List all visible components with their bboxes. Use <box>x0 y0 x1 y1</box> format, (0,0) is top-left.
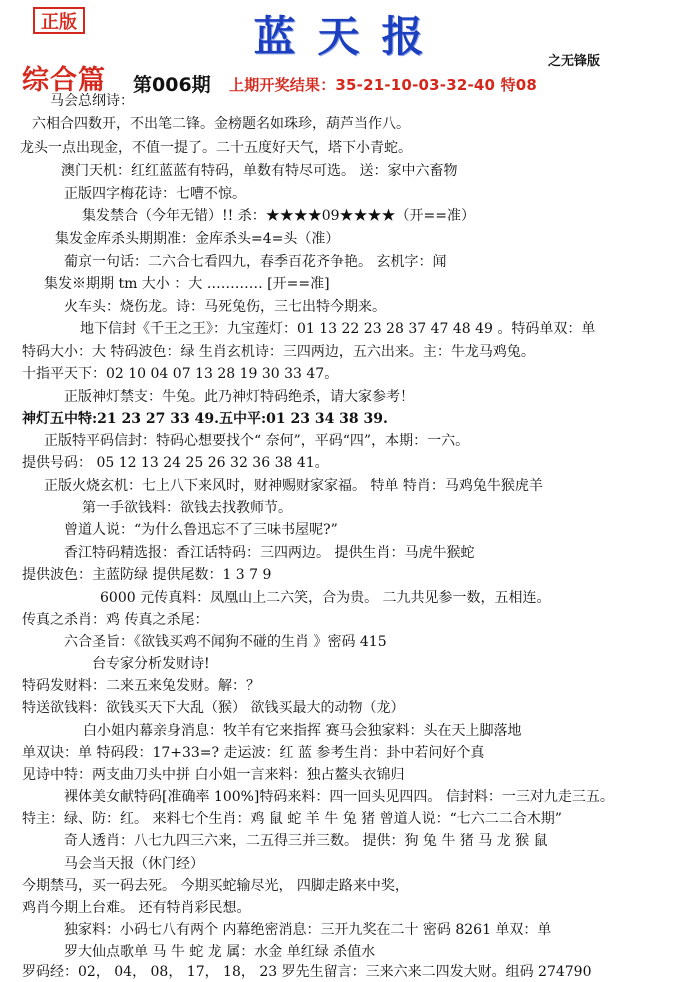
article-line: 曾道人说：“为什么鲁迅忘不了三味书屋呢?” <box>64 522 338 538</box>
article-line: 地下信封《千王之王》：九宝莲灯：01 13 22 23 28 37 47 48 49 。特码单双：单 <box>80 321 596 337</box>
edition-subtitle: 之无锋版 <box>548 54 601 69</box>
article-line: 香江特码精选报：香江话特码：三四两边。 提供生肖：马虎牛猴蛇 <box>64 545 475 561</box>
article-line: 罗大仙点歌单 马 牛 蛇 龙 属：水金 单红绿 杀值水 <box>64 944 376 960</box>
article-line: 集发禁合（今年无错）!! 杀：★★★★09★★★★（开==准） <box>82 208 475 224</box>
article-line: 马会当天报（休门经） <box>64 856 204 872</box>
article-line: 六合圣旨：《欲钱买鸡不闻狗不碰的生肖 》密码 415 <box>64 634 387 650</box>
newspaper-title: 蓝天报 <box>253 12 446 61</box>
article-line: 集发金库杀头期期准：金库杀头=4=头（准） <box>55 231 340 247</box>
article-line: 独家料：小码七八有两个 内幕绝密消息：三开九奖在二十 密码 8261 单双：单 <box>64 922 552 938</box>
article-line: 澳门天机：红红蓝蓝有特码，单数有特尽可选。 送：家中六畜物 <box>61 163 458 179</box>
article-line: 六相合四数开，不出笔二锋。金榜题名如珠珍，葫芦当作八。 <box>32 116 410 132</box>
article-line: 今期禁马，买一码去死。 今期买蛇输尽光， 四脚走路来中奖， <box>22 878 409 894</box>
article-line: 葡京一句话：二六合七看四九，春季百花齐争艳。 玄机字：闻 <box>64 254 447 270</box>
article-line: 传真之杀肖：鸡 传真之杀尾： <box>22 612 209 628</box>
issue-number: 第006期 <box>133 74 211 96</box>
article-line: 提供波色：主蓝防绿 提供尾数：1 3 7 9 <box>22 567 272 583</box>
article-line: 特码大小：大 特码波色：绿 生肖玄机诗：三四两边，五六出来。主：牛龙马鸡兔。 <box>22 344 535 360</box>
article-line: 白小姐内幕亲身消息：牧羊有它来指挥 赛马会独家料：头在天上脚落地 <box>83 723 522 739</box>
article-line: 正版神灯禁支：牛兔。此乃神灯特码绝杀，请大家参考！ <box>64 389 414 405</box>
article-line: 正版四字梅花诗：七嘈不惊。 <box>64 186 246 202</box>
article-line: 特码发财料：二来五来兔发财。解：？ <box>22 678 260 694</box>
article-line: 提供号码： 05 12 13 24 25 26 32 36 38 41。 <box>22 455 329 471</box>
previous-draw-result: 上期开奖结果：35-21-10-03-32-40 特08 <box>229 76 538 94</box>
article-line: 集发※期期 tm 大小 ：大 ………… [开==准] <box>44 276 330 292</box>
article-line: 单双诀：单 特码段：17+33=? 走运波：红 蓝 参考生肖：卦中若问好个真 <box>22 745 485 761</box>
article-line: 龙头一点出现金，不值一提了。二十五度好天气，塔下小青蛇。 <box>20 140 412 156</box>
article-line: 第一手欲钱料：欲钱去找教师节。 <box>82 500 292 516</box>
article-line: 鸡肖今期上台难。 还有特肖彩民想。 <box>22 900 251 916</box>
article-line: 台专家分析发财诗! <box>92 656 210 672</box>
article-line: 奇人透肖：八七九四三六来，二五得三并三数。 提供：狗 兔 牛 猪 马 龙 猴 鼠 <box>64 833 548 849</box>
article-line: 罗码经：02， 04， 08， 17， 18， 23 罗先生留言：三来六来二四发大财。组码 274790 <box>22 964 592 980</box>
article-line: 特主：绿、防：红。 来料七个生肖：鸡 鼠 蛇 羊 牛 兔 猪 曾道人说：“七六二二合木期” <box>22 811 562 827</box>
section-heading: 综合篇 <box>22 65 106 96</box>
article-line: 正版火烧玄机：七上八下来风时，财神赐财家家福。 特单 特肖：马鸡兔牛猴虎羊 <box>44 478 543 494</box>
article-line: 火车头：烧伤龙。诗：马死兔伤，三七出特今期来。 <box>64 299 386 315</box>
authentic-badge: 正版 <box>33 7 85 34</box>
article-line: 裸体美女献特码[准确率 100%]特码来料：四一回头见四四。 信封料：一三对九走三五。 <box>64 789 614 805</box>
article-line: 正版特平码信封：特码心想要找个“ 奈何”，平码“四”，本期：一六。 <box>44 433 470 449</box>
article-line: 马会总纲诗： <box>50 93 134 109</box>
article-line: 十指平天下：02 10 04 07 13 28 19 30 33 47。 <box>22 366 339 382</box>
article-line: 神灯五中特:21 23 27 33 49.五中平:01 23 34 38 39. <box>22 411 388 427</box>
article-line: 6000 元传真料：凤凰山上二六笑，合为贵。 二九共见参一数，五相连。 <box>100 590 551 606</box>
article-line: 见诗中特：两支曲刀头中拼 白小姐一言来料：独占鳌头衣锦归 <box>22 767 405 783</box>
article-line: 特送欲钱料：欲钱买天下大乱（猴） 欲钱买最大的动物（龙） <box>22 700 405 716</box>
